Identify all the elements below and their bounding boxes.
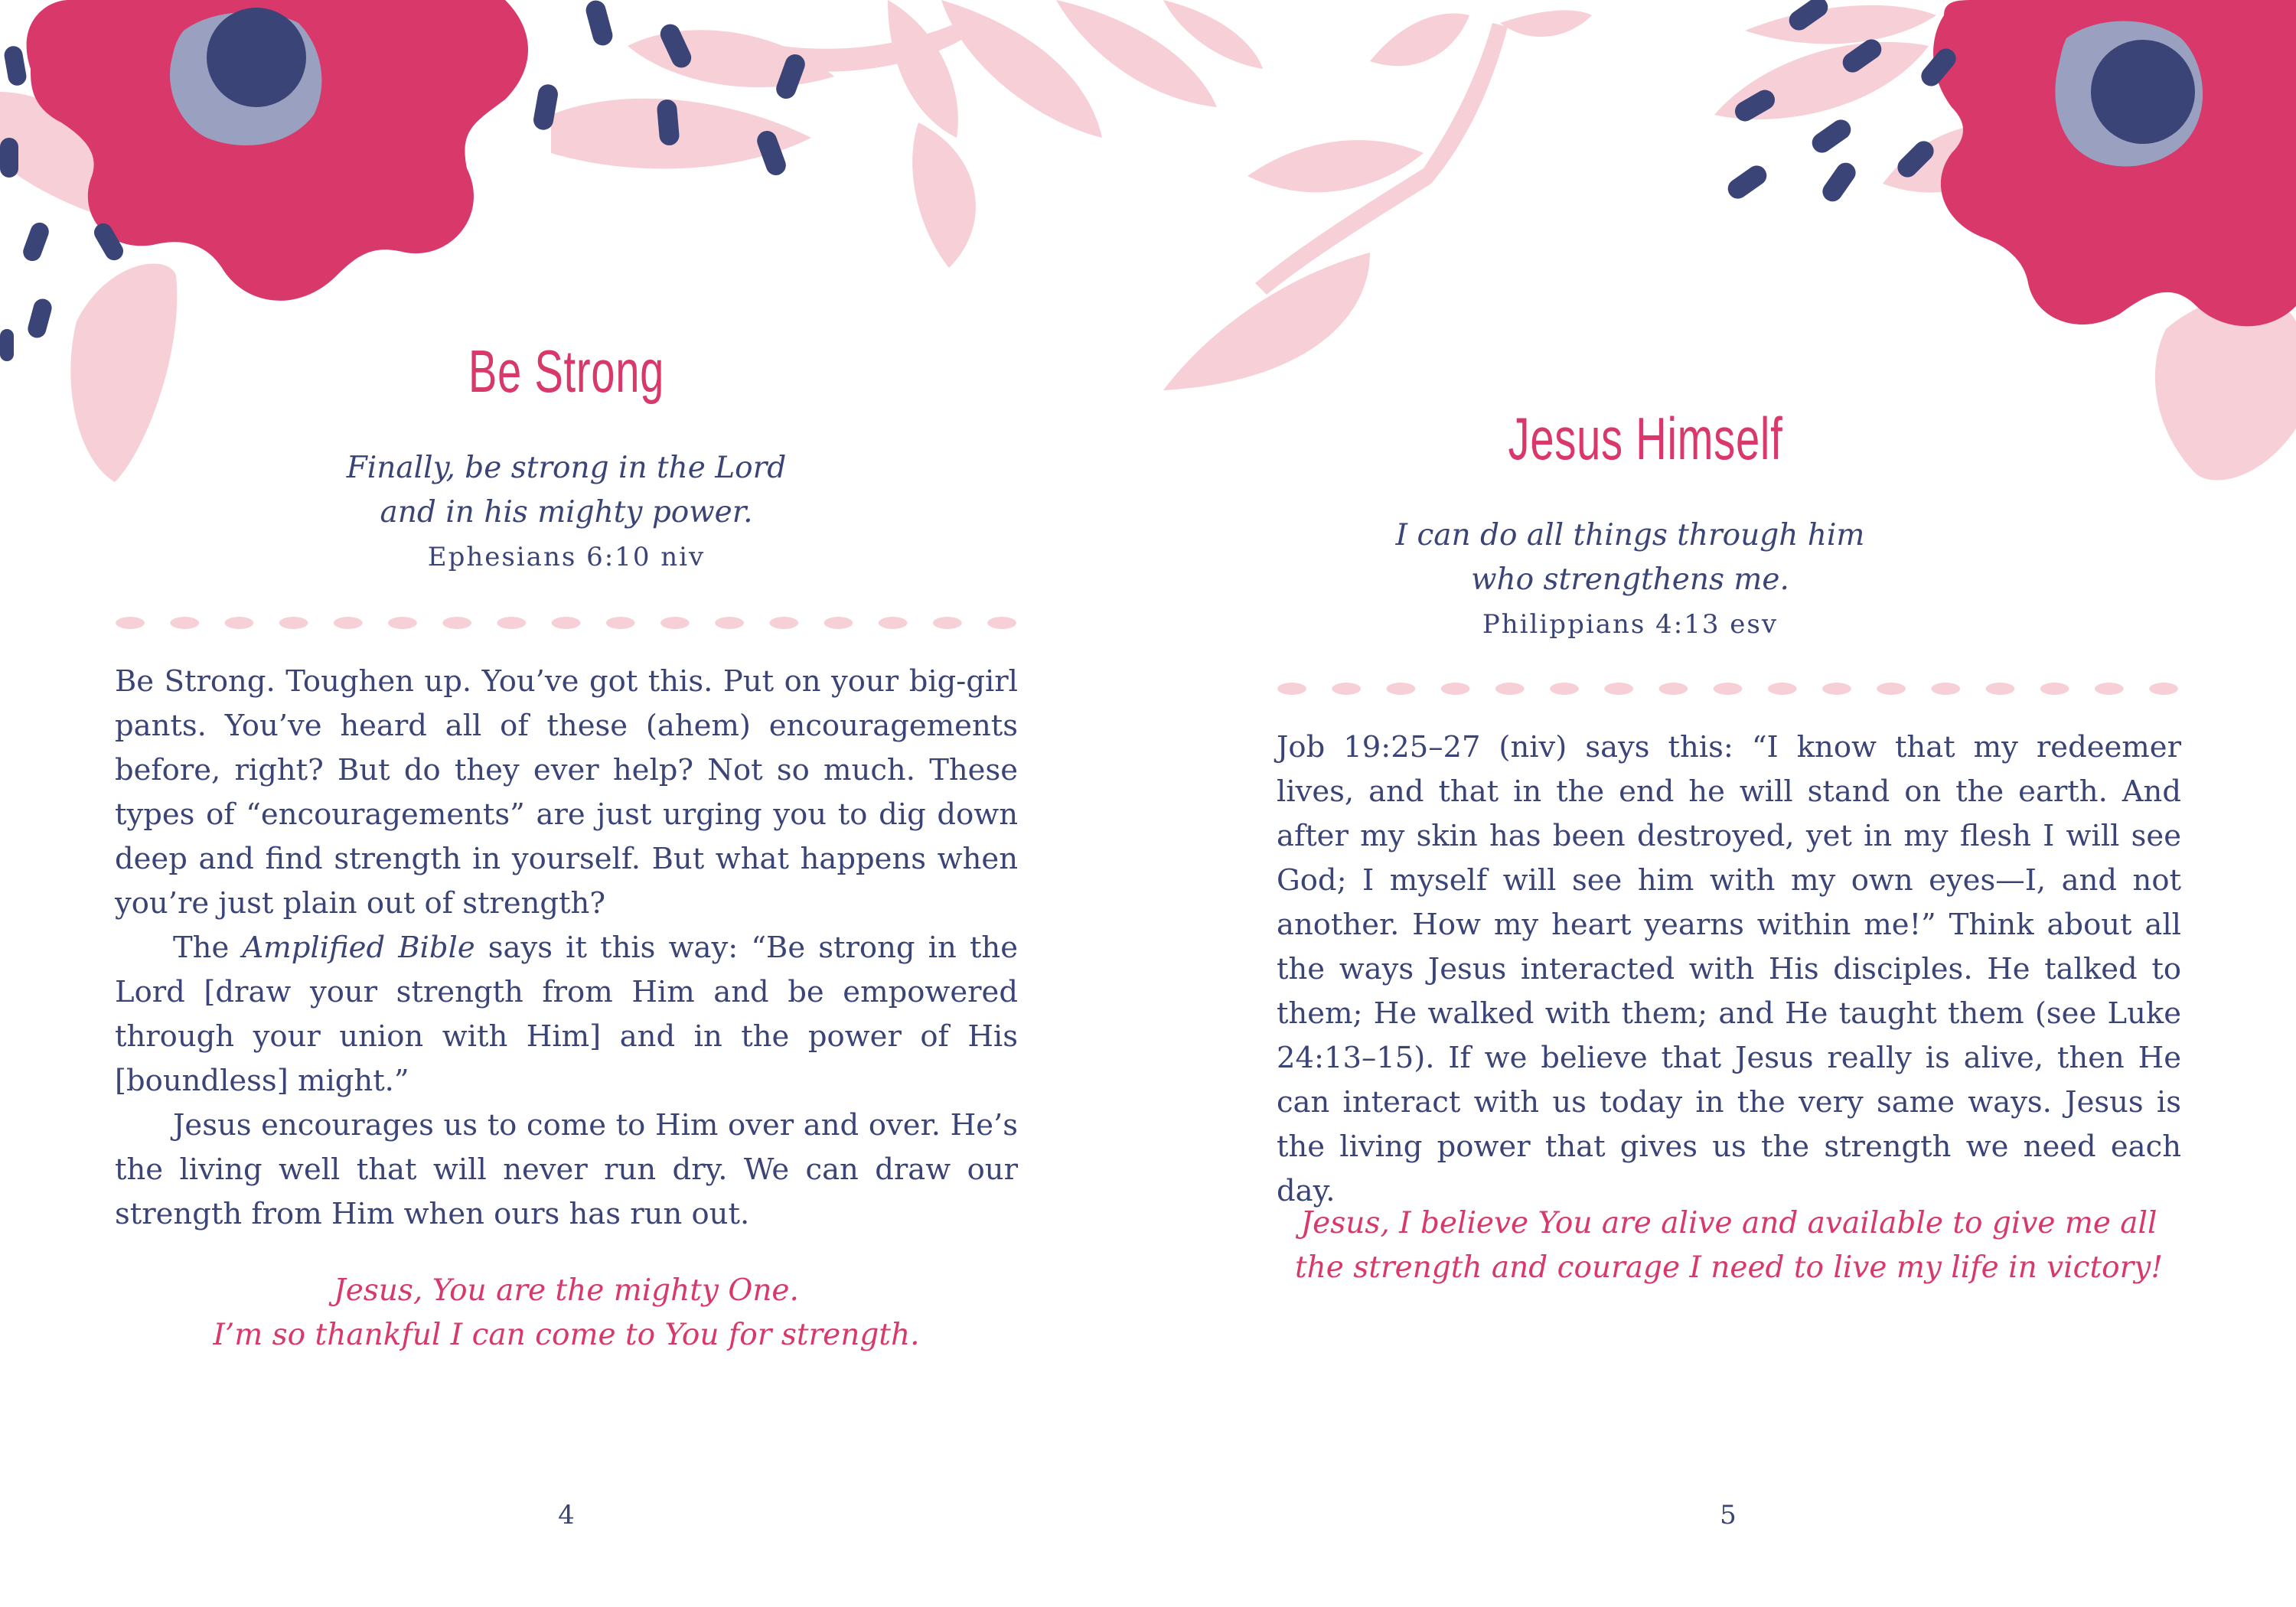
verse-reference: Philippians 4:13 esv bbox=[1482, 609, 1779, 640]
verse-line: and in his mighty power. bbox=[380, 495, 753, 530]
body-text-span: The bbox=[173, 931, 243, 965]
page-number: 4 bbox=[558, 1500, 575, 1530]
body-paragraph: Job 19:25–27 (niv) says this: “I know that my redeemer lives, and that in the end he will stand on the earth. And after my skin has been destroyed, yet in my flesh I will see God; I myself will see him with my own eyes—I, and not another. How my heart yearns within me!” Think about all the ways Jesus interacted with His disciples. He talked to them; He walked with them; and He taught them (see Luke 24:13–15). If we believe that Jesus really is alive, then He can interact with us today in the very same ways. Jesus is the living power that gives us the strength we need each day. bbox=[1277, 730, 2181, 1208]
devotional-body bbox=[115, 660, 1018, 1237]
devotional-body bbox=[1277, 725, 2181, 1214]
verse-line: I can do all things through him bbox=[1395, 518, 1865, 553]
prayer bbox=[1277, 1201, 2181, 1290]
prayer-line: the strength and courage I need to live my life in victory! bbox=[1294, 1250, 2163, 1285]
verse-line: Finally, be strong in the Lord bbox=[346, 451, 787, 485]
body-paragraph bbox=[115, 926, 1018, 1103]
dotted-divider bbox=[115, 617, 1018, 629]
prayer-line: Jesus, You are the mighty One. bbox=[334, 1273, 799, 1308]
scripture-verse bbox=[153, 446, 980, 579]
prayer-line: I’m so thankful I can come to You for strength. bbox=[213, 1318, 920, 1352]
dotted-divider bbox=[1277, 683, 2180, 695]
page-number: 5 bbox=[1720, 1500, 1737, 1530]
right-page bbox=[1148, 0, 2296, 1607]
body-paragraph: Jesus encourages us to come to Him over and over. He’s the living well that will never run dry. We can draw our strength from Him when ours has run out. bbox=[115, 1108, 1018, 1231]
body-paragraph: Be Strong. Toughen up. You’ve got this. Put on your big-girl pants. You’ve heard all of these (ahem) encouragements before, right? But do they ever help? Not so much. These types of “encouragements” are just urging you to dig down deep and find strength in yourself. But what happens when you’re just plain out of strength? bbox=[115, 664, 1018, 921]
page-title: Jesus Himself bbox=[1508, 405, 1783, 472]
book-title-emphasis: Amplified Bible bbox=[242, 931, 475, 965]
page-title: Be Strong bbox=[468, 337, 665, 405]
body-text-span: says it this way: “Be strong in the Lord [draw your strength from Him and be empowered through your union with Him] and in the power of His [boundless] might.” bbox=[115, 931, 1019, 1098]
verse-line: who strengthens me. bbox=[1471, 562, 1789, 597]
verse-reference: Ephesians 6:10 niv bbox=[427, 542, 706, 572]
prayer bbox=[115, 1269, 1018, 1358]
scripture-verse bbox=[1225, 513, 2036, 647]
prayer-line: Jesus, I believe You are alive and available to give me all bbox=[1300, 1206, 2157, 1240]
